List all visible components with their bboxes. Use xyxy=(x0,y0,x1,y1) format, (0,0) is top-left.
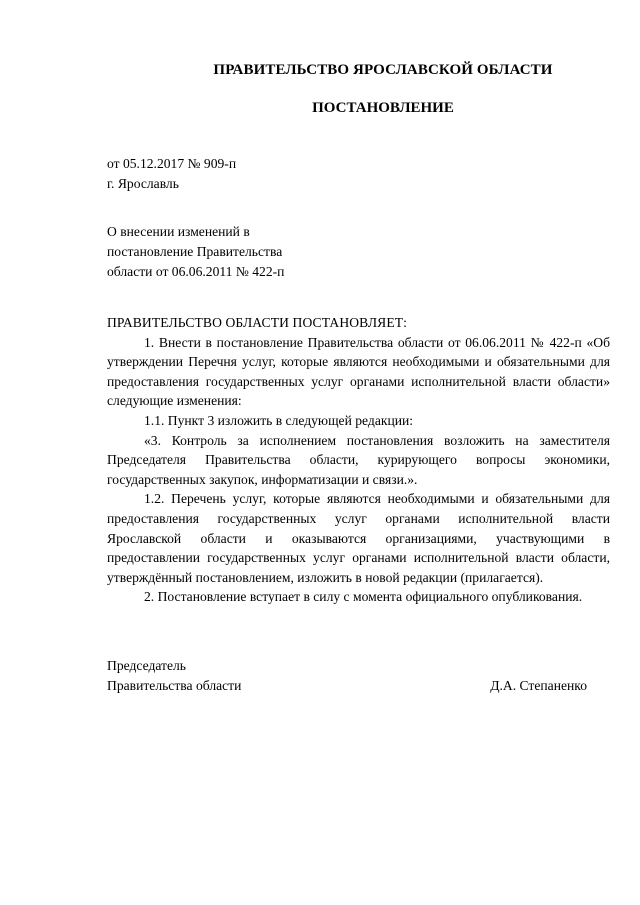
signatory-position-line2: Правительства области xyxy=(107,678,242,693)
signature-block xyxy=(107,656,587,696)
paragraph-1: 1. Внести в постановление Правительства области от 06.06.2011 № 422-п «Об утверждении Перечня услуг, которые являются необходимыми и обязательными для предоставления государственных услуг органами исполнительной власти области» следующие изменения: xyxy=(107,334,610,409)
decree-header: ПРАВИТЕЛЬСТВО ОБЛАСТИ ПОСТАНОВЛЯЕТ: xyxy=(107,315,407,330)
subject-line: постановление Правительства xyxy=(107,244,283,259)
subject-line: области от 06.06.2011 № 422-п xyxy=(107,264,285,279)
paragraph-2: 2. Постановление вступает в силу с момента официального опубликования. xyxy=(144,589,583,605)
paragraph-1-1-quote: «3. Контроль за исполнением постановления возложить на заместителя Председателя Правительства области, курирующего вопросы экономики, государственных закупок, информатизации и связи.». xyxy=(107,432,610,487)
paragraph-1-1: 1.1. Пункт 3 изложить в следующей редакции: xyxy=(144,412,414,428)
document-body xyxy=(107,313,610,607)
organization-title: ПРАВИТЕЛЬСТВО ЯРОСЛАВСКОЙ ОБЛАСТИ xyxy=(213,62,553,78)
signatory-position-line1: Председатель xyxy=(107,658,186,673)
subject-line: О внесении изменений в xyxy=(107,224,250,239)
signatory-name: Д.А. Степаненко xyxy=(490,678,587,693)
document-date-number: от 05.12.2017 № 909-п xyxy=(107,156,237,171)
signature-row xyxy=(107,676,587,696)
document-city: г. Ярославль xyxy=(107,176,179,191)
paragraph-1-2: 1.2. Перечень услуг, которые являются необходимыми и обязательными для предоставления государственных услуг органами исполнительной власти Ярославской области и оказываются организациями, участвующими в предоставлении государственных услуг органами исполнительной власти области, утверждённый постановлением, изложить в новой редакции (прилагается). xyxy=(107,491,610,585)
document-type-title: ПОСТАНОВЛЕНИЕ xyxy=(312,100,454,116)
document-subject xyxy=(107,222,284,282)
